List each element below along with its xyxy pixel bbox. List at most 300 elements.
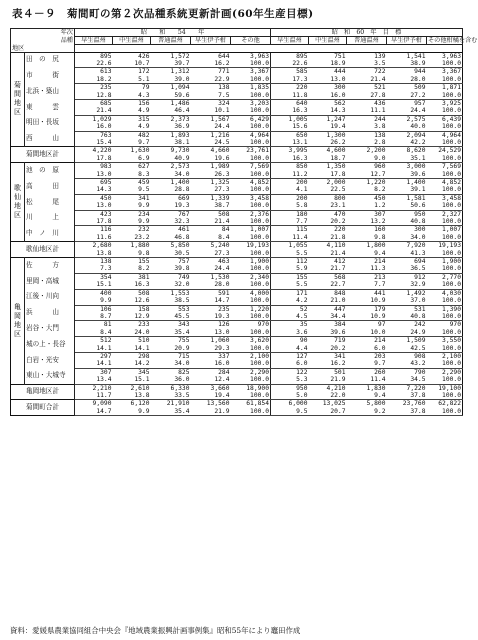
percent-cell: 36.0 bbox=[151, 376, 191, 384]
percent-cell: 21.7 bbox=[309, 265, 347, 273]
col-header: 早生伊予柑 bbox=[387, 37, 427, 45]
header-variety-label: 品種 bbox=[11, 37, 75, 45]
count-cell: 233 bbox=[113, 321, 151, 329]
percent-cell: 32.3 bbox=[151, 218, 191, 226]
percent-cell: 4.9 bbox=[113, 107, 151, 115]
row-label: 里岡・高城 bbox=[25, 273, 75, 289]
percent-cell: 40.9 bbox=[151, 155, 191, 163]
table-row bbox=[11, 210, 463, 218]
table-body bbox=[11, 52, 463, 416]
count-cell: 232 bbox=[113, 226, 151, 234]
table-row bbox=[11, 273, 463, 281]
percent-cell: 3.8 bbox=[347, 123, 387, 131]
percent-cell: 13.0 bbox=[309, 76, 347, 84]
count-cell: 9,090 bbox=[75, 400, 113, 408]
percent-cell: 100.0 bbox=[231, 76, 271, 84]
percent-cell: 39.1 bbox=[387, 186, 427, 194]
percent-cell: 34.0 bbox=[151, 171, 191, 179]
count-cell: 122 bbox=[271, 368, 309, 376]
percent-cell: 22.7 bbox=[309, 281, 347, 289]
table-row bbox=[11, 384, 463, 392]
percent-cell: 100.0 bbox=[231, 107, 271, 115]
percent-cell: 100.0 bbox=[231, 360, 271, 368]
count-cell: 895 bbox=[75, 52, 113, 60]
count-cell: 1,989 bbox=[191, 163, 231, 171]
row-label: 高 田 bbox=[25, 179, 75, 195]
table-row bbox=[11, 352, 463, 360]
count-cell: 79 bbox=[113, 84, 151, 92]
table-row bbox=[11, 139, 463, 147]
count-cell: 1,400 bbox=[387, 179, 427, 187]
count-cell: 179 bbox=[347, 305, 387, 313]
count-cell: 4,030 bbox=[427, 289, 463, 297]
count-cell: 400 bbox=[75, 289, 113, 297]
percent-cell: 8.2 bbox=[113, 265, 151, 273]
row-label: 浜 山 bbox=[25, 305, 75, 321]
subtotal-label: 亀岡地区計 bbox=[11, 384, 75, 400]
count-cell: 214 bbox=[347, 337, 387, 345]
count-cell: 512 bbox=[75, 337, 113, 345]
percent-cell: 100.0 bbox=[427, 313, 463, 321]
count-cell: 441 bbox=[347, 289, 387, 297]
percent-cell: 100.0 bbox=[427, 76, 463, 84]
count-cell: 138 bbox=[191, 84, 231, 92]
row-label: 川 上 bbox=[25, 210, 75, 226]
count-cell: 4,660 bbox=[191, 147, 231, 155]
percent-cell: 39.6 bbox=[387, 171, 427, 179]
percent-cell: 34.4 bbox=[309, 313, 347, 321]
table-row bbox=[11, 186, 463, 194]
count-cell: 138 bbox=[75, 258, 113, 266]
percent-cell: 16.3 bbox=[271, 107, 309, 115]
source-note: 資料：愛媛県農業協同組合中央会『地域農業振興計画事例集』昭和55年により竈田作成 bbox=[10, 626, 301, 635]
count-cell: 644 bbox=[191, 52, 231, 60]
count-cell: 172 bbox=[113, 68, 151, 76]
count-cell: 160 bbox=[347, 226, 387, 234]
percent-cell: 9.2 bbox=[347, 408, 387, 416]
count-cell: 19,193 bbox=[231, 242, 271, 250]
percent-cell: 16.3 bbox=[271, 155, 309, 163]
percent-cell: 59.6 bbox=[151, 92, 191, 100]
percent-cell: 21.4 bbox=[75, 107, 113, 115]
percent-cell: 14.2 bbox=[113, 360, 151, 368]
percent-cell: 7.5 bbox=[191, 92, 231, 100]
table-row bbox=[11, 400, 463, 408]
percent-cell: 11.2 bbox=[271, 171, 309, 179]
percent-cell: 38.9 bbox=[387, 60, 427, 68]
count-cell: 2,610 bbox=[113, 384, 151, 392]
region-group-label: 亀岡地区 bbox=[11, 258, 25, 385]
count-cell: 220 bbox=[309, 226, 347, 234]
percent-cell: 9.5 bbox=[113, 186, 151, 194]
table-row bbox=[11, 131, 463, 139]
count-cell: 384 bbox=[309, 321, 347, 329]
percent-cell: 6.9 bbox=[113, 155, 151, 163]
percent-cell: 22.5 bbox=[309, 186, 347, 194]
percent-cell: 9.9 bbox=[75, 297, 113, 305]
percent-cell: 24.4 bbox=[191, 123, 231, 131]
count-cell: 1,390 bbox=[427, 305, 463, 313]
percent-cell: 100.0 bbox=[427, 265, 463, 273]
percent-cell: 1.2 bbox=[347, 202, 387, 210]
percent-cell: 13.2 bbox=[347, 218, 387, 226]
count-cell: 470 bbox=[309, 210, 347, 218]
percent-cell: 3.5 bbox=[347, 60, 387, 68]
table-row bbox=[11, 289, 463, 297]
count-cell: 510 bbox=[113, 337, 151, 345]
count-cell: 6,000 bbox=[271, 400, 309, 408]
percent-cell: 23.1 bbox=[309, 202, 347, 210]
count-cell: 84 bbox=[191, 226, 231, 234]
count-cell: 4,964 bbox=[427, 131, 463, 139]
count-cell: 767 bbox=[151, 210, 191, 218]
count-cell: 3,550 bbox=[427, 337, 463, 345]
count-cell: 895 bbox=[271, 52, 309, 60]
percent-cell: 9.7 bbox=[347, 360, 387, 368]
row-label: 東 雲 bbox=[25, 99, 75, 115]
percent-cell: 38.7 bbox=[191, 202, 231, 210]
percent-cell: 13.8 bbox=[113, 392, 151, 400]
percent-cell: 4.3 bbox=[113, 92, 151, 100]
percent-cell: 22.6 bbox=[271, 60, 309, 68]
count-cell: 444 bbox=[309, 68, 347, 76]
percent-cell: 45.5 bbox=[151, 313, 191, 321]
count-cell: 669 bbox=[151, 194, 191, 202]
percent-cell: 16.0 bbox=[75, 123, 113, 131]
count-cell: 771 bbox=[191, 68, 231, 76]
count-cell: 35 bbox=[271, 321, 309, 329]
count-cell: 585 bbox=[271, 68, 309, 76]
table-row bbox=[11, 147, 463, 155]
count-cell: 613 bbox=[75, 68, 113, 76]
count-cell: 4,000 bbox=[231, 289, 271, 297]
percent-cell: 29.3 bbox=[191, 345, 231, 353]
table-header bbox=[11, 29, 478, 53]
percent-cell: 4.1 bbox=[271, 186, 309, 194]
table-row bbox=[11, 202, 463, 210]
count-cell: 21,910 bbox=[151, 400, 191, 408]
count-cell: 341 bbox=[113, 194, 151, 202]
count-cell: 1,541 bbox=[387, 52, 427, 60]
percent-cell: 24.5 bbox=[191, 139, 231, 147]
table-row bbox=[11, 321, 463, 329]
percent-cell: 11.1 bbox=[347, 107, 387, 115]
percent-cell: 39.7 bbox=[151, 60, 191, 68]
subtotal-label: 菊間町合計 bbox=[11, 400, 75, 416]
percent-cell: 14.3 bbox=[75, 186, 113, 194]
count-cell: 1,900 bbox=[427, 258, 463, 266]
count-cell: 508 bbox=[113, 289, 151, 297]
percent-cell: 13.8 bbox=[75, 250, 113, 258]
percent-cell: 19.3 bbox=[151, 202, 191, 210]
percent-cell: 34.0 bbox=[387, 234, 427, 242]
percent-cell: 15.1 bbox=[113, 376, 151, 384]
count-cell: 1,630 bbox=[113, 147, 151, 155]
percent-cell: 8.2 bbox=[347, 186, 387, 194]
percent-cell: 4.4 bbox=[271, 345, 309, 353]
percent-cell: 100.0 bbox=[427, 281, 463, 289]
percent-cell: 5.0 bbox=[271, 392, 309, 400]
count-cell: 242 bbox=[387, 321, 427, 329]
count-cell: 139 bbox=[347, 52, 387, 60]
row-label: 田 の 尻 bbox=[25, 52, 75, 68]
count-cell: 23,760 bbox=[387, 400, 427, 408]
percent-cell: 100.0 bbox=[427, 250, 463, 258]
count-cell: 1,567 bbox=[191, 115, 231, 123]
percent-cell: 37.8 bbox=[387, 392, 427, 400]
percent-cell: 12.7 bbox=[347, 171, 387, 179]
count-cell: 4,852 bbox=[427, 179, 463, 187]
count-cell: 763 bbox=[75, 131, 113, 139]
count-cell: 13,025 bbox=[309, 400, 347, 408]
count-cell: 521 bbox=[347, 84, 387, 92]
count-cell: 719 bbox=[309, 337, 347, 345]
percent-cell: 7.3 bbox=[75, 265, 113, 273]
percent-cell: 16.2 bbox=[309, 360, 347, 368]
count-cell: 1,029 bbox=[75, 115, 113, 123]
percent-cell: 14.1 bbox=[113, 345, 151, 353]
percent-cell: 28.0 bbox=[191, 281, 231, 289]
count-cell: 9,730 bbox=[151, 147, 191, 155]
region-group-label: 菊間地区 bbox=[11, 52, 25, 147]
row-label: 西 山 bbox=[25, 131, 75, 147]
percent-cell: 13.0 bbox=[191, 329, 231, 337]
count-cell: 459 bbox=[113, 179, 151, 187]
count-cell: 1,220 bbox=[231, 305, 271, 313]
count-cell: 52 bbox=[271, 305, 309, 313]
percent-cell: 2.8 bbox=[347, 139, 387, 147]
count-cell: 62,822 bbox=[427, 400, 463, 408]
table-row bbox=[11, 76, 463, 84]
row-label: 東山・大城寺 bbox=[25, 368, 75, 384]
count-cell: 3,963 bbox=[427, 52, 463, 60]
percent-cell: 100.0 bbox=[231, 250, 271, 258]
percent-cell: 50.6 bbox=[387, 202, 427, 210]
percent-cell: 100.0 bbox=[427, 408, 463, 416]
count-cell: 4,210 bbox=[309, 384, 347, 392]
percent-cell: 18.7 bbox=[309, 155, 347, 163]
count-cell: 983 bbox=[75, 163, 113, 171]
count-cell: 568 bbox=[309, 273, 347, 281]
count-cell: 6,429 bbox=[231, 115, 271, 123]
percent-cell: 42.5 bbox=[387, 345, 427, 353]
percent-cell: 38.5 bbox=[151, 297, 191, 305]
count-cell: 200 bbox=[271, 179, 309, 187]
count-cell: 970 bbox=[427, 321, 463, 329]
count-cell: 970 bbox=[231, 321, 271, 329]
percent-cell: 17.3 bbox=[271, 76, 309, 84]
count-cell: 1,486 bbox=[151, 99, 191, 107]
percent-cell: 26.3 bbox=[191, 171, 231, 179]
percent-cell: 22.0 bbox=[309, 392, 347, 400]
count-cell: 156 bbox=[113, 99, 151, 107]
count-cell: 4,964 bbox=[231, 131, 271, 139]
count-cell: 5,850 bbox=[151, 242, 191, 250]
table-row bbox=[11, 92, 463, 100]
count-cell: 2,770 bbox=[427, 273, 463, 281]
count-cell: 19,100 bbox=[427, 384, 463, 392]
percent-cell: 17.8 bbox=[75, 218, 113, 226]
table-row bbox=[11, 218, 463, 226]
count-cell: 220 bbox=[271, 84, 309, 92]
percent-cell: 13.0 bbox=[75, 171, 113, 179]
percent-cell: 100.0 bbox=[231, 139, 271, 147]
count-cell: 6,120 bbox=[113, 400, 151, 408]
percent-cell: 20.7 bbox=[309, 408, 347, 416]
percent-cell: 9.7 bbox=[113, 139, 151, 147]
count-cell: 1,247 bbox=[309, 115, 347, 123]
count-cell: 345 bbox=[113, 368, 151, 376]
count-cell: 749 bbox=[151, 273, 191, 281]
count-cell: 2,340 bbox=[231, 273, 271, 281]
percent-cell: 100.0 bbox=[427, 171, 463, 179]
percent-cell: 9.4 bbox=[347, 250, 387, 258]
percent-cell: 21.4 bbox=[309, 250, 347, 258]
count-cell: 957 bbox=[387, 99, 427, 107]
percent-cell: 18.2 bbox=[75, 76, 113, 84]
count-cell: 6,330 bbox=[151, 384, 191, 392]
count-cell: 337 bbox=[191, 352, 231, 360]
count-cell: 1,007 bbox=[231, 226, 271, 234]
percent-cell: 100.0 bbox=[231, 234, 271, 242]
count-cell: 482 bbox=[113, 131, 151, 139]
col-header: 普通温州 bbox=[347, 37, 387, 45]
col-header: その他 bbox=[231, 37, 271, 45]
percent-cell: 10.9 bbox=[347, 297, 387, 305]
percent-cell: 39.6 bbox=[309, 329, 347, 337]
count-cell: 1,893 bbox=[151, 131, 191, 139]
percent-cell: 21.9 bbox=[191, 408, 231, 416]
count-cell: 463 bbox=[191, 258, 231, 266]
count-cell: 138 bbox=[347, 131, 387, 139]
percent-cell: 10.9 bbox=[347, 313, 387, 321]
header-year-label: 年次 bbox=[11, 29, 75, 37]
count-cell: 2,210 bbox=[75, 384, 113, 392]
count-cell: 627 bbox=[113, 163, 151, 171]
count-cell: 1,880 bbox=[113, 242, 151, 250]
count-cell: 1,350 bbox=[309, 163, 347, 171]
percent-cell: 24.9 bbox=[387, 329, 427, 337]
count-cell: 4,600 bbox=[309, 147, 347, 155]
table-row bbox=[11, 194, 463, 202]
percent-cell: 100.0 bbox=[427, 92, 463, 100]
percent-cell: 100.0 bbox=[231, 186, 271, 194]
percent-cell: 15.1 bbox=[75, 281, 113, 289]
col-header: 早生温州 bbox=[271, 37, 309, 45]
count-cell: 7,569 bbox=[231, 163, 271, 171]
count-cell: 1,581 bbox=[387, 194, 427, 202]
percent-cell: 100.0 bbox=[427, 376, 463, 384]
percent-cell: 100.0 bbox=[231, 392, 271, 400]
percent-cell: 9.9 bbox=[113, 202, 151, 210]
count-cell: 2,573 bbox=[151, 163, 191, 171]
percent-cell: 11.7 bbox=[75, 392, 113, 400]
percent-cell: 26.2 bbox=[309, 139, 347, 147]
table-row bbox=[11, 155, 463, 163]
percent-cell: 14.3 bbox=[309, 107, 347, 115]
count-cell: 3,203 bbox=[231, 99, 271, 107]
col-header: その他柑橘を含む bbox=[428, 37, 478, 44]
count-cell: 298 bbox=[113, 352, 151, 360]
percent-cell: 100.0 bbox=[427, 123, 463, 131]
percent-cell: 9.5 bbox=[271, 408, 309, 416]
percent-cell: 20.9 bbox=[151, 345, 191, 353]
count-cell: 213 bbox=[347, 273, 387, 281]
percent-cell: 24.4 bbox=[387, 107, 427, 115]
count-cell: 5,240 bbox=[191, 242, 231, 250]
count-cell: 214 bbox=[347, 258, 387, 266]
count-cell: 90 bbox=[271, 337, 309, 345]
percent-cell: 6.0 bbox=[271, 360, 309, 368]
percent-cell: 8.4 bbox=[191, 234, 231, 242]
count-cell: 591 bbox=[191, 289, 231, 297]
percent-cell: 5.9 bbox=[271, 265, 309, 273]
percent-cell: 42.2 bbox=[387, 139, 427, 147]
count-cell: 1,900 bbox=[231, 258, 271, 266]
count-cell: 1,339 bbox=[191, 194, 231, 202]
percent-cell: 11.4 bbox=[347, 376, 387, 384]
count-cell: 23,761 bbox=[231, 147, 271, 155]
percent-cell: 35.1 bbox=[387, 155, 427, 163]
percent-cell: 21.4 bbox=[347, 76, 387, 84]
count-cell: 944 bbox=[387, 68, 427, 76]
count-cell: 650 bbox=[271, 131, 309, 139]
percent-cell: 11.6 bbox=[75, 234, 113, 242]
percent-cell: 46.8 bbox=[151, 234, 191, 242]
percent-cell: 100.0 bbox=[231, 329, 271, 337]
percent-cell: 43.2 bbox=[387, 360, 427, 368]
row-label: 城の上・長谷 bbox=[25, 337, 75, 353]
percent-cell: 100.0 bbox=[427, 329, 463, 337]
percent-cell: 16.2 bbox=[191, 60, 231, 68]
percent-cell: 8.3 bbox=[113, 171, 151, 179]
count-cell: 19,193 bbox=[427, 242, 463, 250]
percent-cell: 100.0 bbox=[427, 60, 463, 68]
count-cell: 908 bbox=[387, 352, 427, 360]
percent-cell: 100.0 bbox=[427, 139, 463, 147]
percent-cell: 19.4 bbox=[191, 392, 231, 400]
count-cell: 426 bbox=[113, 52, 151, 60]
percent-cell: 22.6 bbox=[75, 60, 113, 68]
count-cell: 244 bbox=[347, 115, 387, 123]
percent-cell: 100.0 bbox=[231, 345, 271, 353]
count-cell: 950 bbox=[387, 210, 427, 218]
percent-cell: 16.0 bbox=[191, 360, 231, 368]
count-cell: 450 bbox=[75, 194, 113, 202]
count-cell: 1,800 bbox=[347, 242, 387, 250]
percent-cell: 5.8 bbox=[271, 202, 309, 210]
count-cell: 685 bbox=[75, 99, 113, 107]
percent-cell: 19.4 bbox=[309, 123, 347, 131]
count-cell: 97 bbox=[347, 321, 387, 329]
count-cell: 2,290 bbox=[427, 368, 463, 376]
percent-cell: 4.9 bbox=[113, 123, 151, 131]
table-row bbox=[11, 265, 463, 273]
count-cell: 13,560 bbox=[191, 400, 231, 408]
count-cell: 2,575 bbox=[387, 115, 427, 123]
count-cell: 3,458 bbox=[427, 194, 463, 202]
percent-cell: 4.5 bbox=[271, 313, 309, 321]
percent-cell: 100.0 bbox=[231, 281, 271, 289]
count-cell: 694 bbox=[387, 258, 427, 266]
count-cell: 115 bbox=[271, 226, 309, 234]
table-row bbox=[11, 329, 463, 337]
percent-cell: 9.9 bbox=[113, 408, 151, 416]
percent-cell: 40.8 bbox=[387, 313, 427, 321]
table-row bbox=[11, 163, 463, 171]
count-cell: 3,367 bbox=[427, 68, 463, 76]
table-row bbox=[11, 258, 463, 266]
